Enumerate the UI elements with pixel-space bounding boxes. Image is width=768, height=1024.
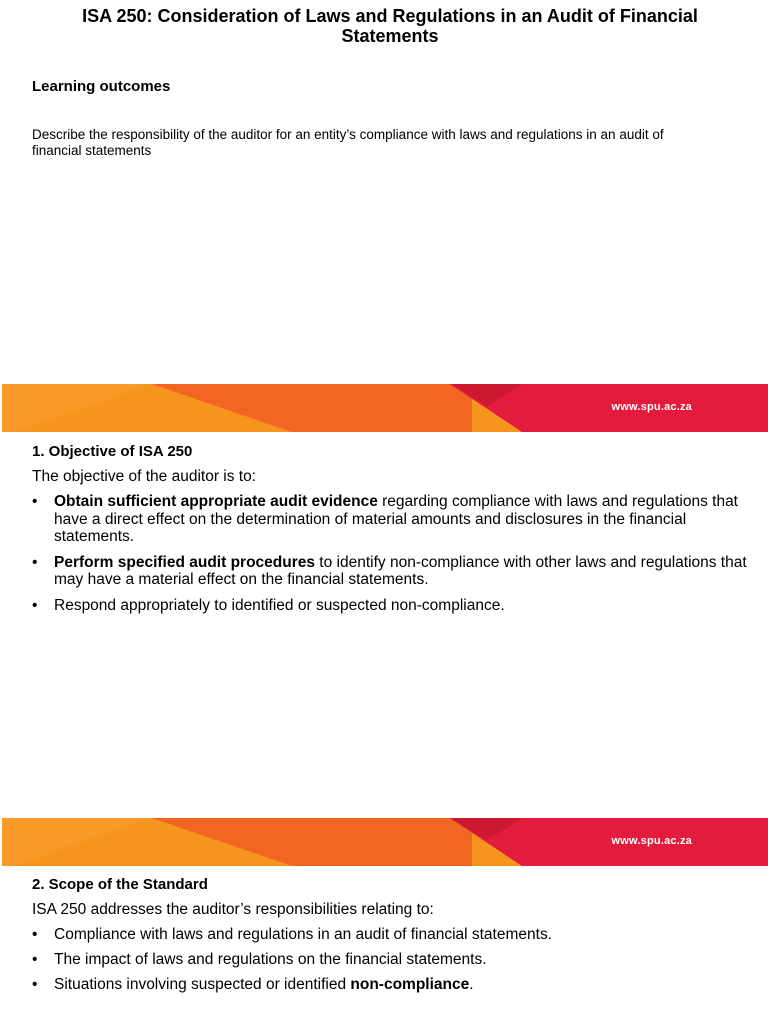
learning-outcome-text: Describe the responsibility of the auditor for an entity’s compliance with laws and regulations in an audit of financial statements	[32, 127, 664, 158]
learning-outcomes-heading: Learning outcomes	[32, 78, 171, 95]
objective-heading: 1. Objective of ISA 250	[32, 443, 193, 460]
slide-scope	[0, 866, 768, 1024]
slide-objective	[0, 433, 768, 818]
list-item: • Respond appropriately to identified or suspected non-compliance.	[32, 596, 505, 614]
scope-bullet-list	[32, 926, 766, 1001]
bullet-text: Respond appropriately to identified or suspected non-compliance.	[54, 596, 505, 614]
list-item: • Compliance with laws and regulations in an audit of financial statements.	[32, 926, 552, 943]
footer-banner	[2, 384, 768, 432]
list-item: • Perform specified audit procedures to identify non-compliance with other laws and regulations that may have a material effect on the financial statements.	[32, 553, 747, 588]
list-item: • Situations involving suspected or identified non-compliance.	[32, 976, 474, 993]
bullet-text: regarding compliance with laws and regulations that have a direct effect on the determination of material amounts and disclosures in the financial statements.	[54, 493, 738, 545]
bullet-text: to identify non-compliance with other laws and regulations that may have a material effect on the financial statements.	[54, 553, 747, 588]
website-url: www.spu.ac.za	[611, 401, 692, 413]
bullet-text: Compliance with laws and regulations in an audit of financial statements.	[54, 926, 552, 943]
list-item: • The impact of laws and regulations on the financial statements.	[32, 951, 487, 968]
objective-intro: The objective of the auditor is to:	[32, 468, 257, 485]
bullet-text-end: .	[469, 976, 474, 993]
bullet-text: The impact of laws and regulations on the financial statements.	[54, 951, 487, 968]
scope-heading: 2. Scope of the Standard	[32, 876, 208, 893]
slide-learning-outcomes	[0, 0, 768, 384]
list-item: • Obtain sufficient appropriate audit evidence regarding compliance with laws and regulations that have a direct effect on the determination of material amounts and disclosures in the financial statements.	[32, 493, 738, 545]
footer-banner	[2, 818, 768, 866]
bullet-text: Situations involving suspected or identified	[54, 976, 351, 993]
objective-bullet-list	[32, 493, 766, 622]
scope-intro: ISA 250 addresses the auditor’s responsibilities relating to:	[32, 901, 434, 918]
document-title: ISA 250: Consideration of Laws and Regulations in an Audit of Financial Statements	[82, 6, 698, 46]
bullet-bold-text: non-compliance	[350, 976, 470, 993]
website-url: www.spu.ac.za	[611, 835, 692, 847]
bullet-bold-text: Perform specified audit procedures	[54, 553, 315, 571]
bullet-bold-text: Obtain sufficient appropriate audit evidence	[54, 493, 378, 510]
